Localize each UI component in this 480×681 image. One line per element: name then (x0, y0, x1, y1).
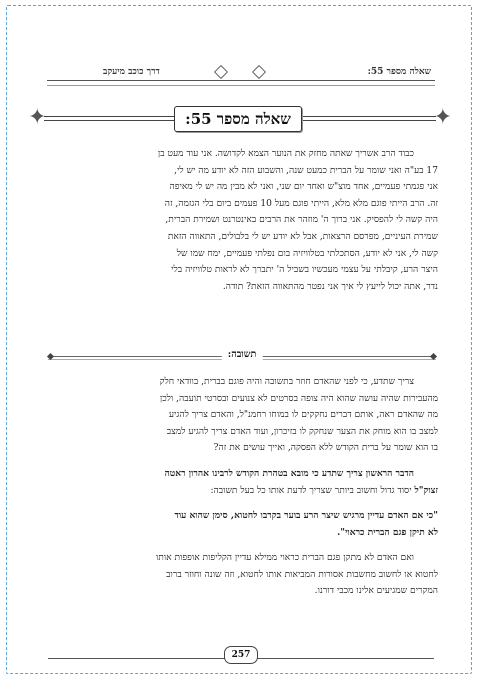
rabbi-title-bold: זצוק"ל (414, 484, 438, 496)
answer-paragraph-3 (48, 550, 438, 600)
answer-line (48, 483, 438, 500)
star-ornament-icon: ✦ (28, 105, 47, 130)
quote-line: לא תיקן פגם הברית כראוי". (337, 526, 438, 538)
question-line: נדר, אתה יכול לייעץ לי איך אני נפטר מהתאווה הזאת? תודה. (222, 281, 438, 292)
question-line: זה. הרב הייתי פוגם מלא מלא, הייתי פוגם מעל 10 פעמים ביום בלי הגזמה, זה (164, 198, 438, 209)
question-line: היה קשה לי להפסיק. אני ברוך ה' מוזהר את הרבים באינטרנט ושמירת הברית, (165, 215, 438, 226)
page-title: שאלה מספר 55: (174, 106, 302, 132)
answer-line: בו הוא שומר על ברית הקודש ללא הפסקה, ואייך עושים את זה? (213, 443, 438, 454)
question-line: שמירת העיניים, מפרסם הרצאות, אבל לא יודע יש לי בלבולים, התאווה הזאת (167, 231, 438, 242)
answer-heading-label: תשובה: (222, 348, 263, 362)
star-ornament-icon: ✦ (433, 105, 452, 130)
answer-line-bold: הדבר הראשון צריך שתדע כי מובא בטהרת הקודש לרבינו אהרון ראטה (164, 468, 414, 479)
running-header-book-title: דרך כוכב מיעקב (103, 67, 160, 77)
question-line: קשה לי, אני לא יודע, הסתכלתי בטלוויזיה בום נפלתי פעמיים, ימח שמו של (176, 248, 438, 259)
answer-line: המקרים שמגיעים אלינו מכבי דורנו. (314, 586, 438, 597)
answer-paragraph-2 (48, 466, 438, 499)
answer-line: מהעבירות שהיה עושה שהוא היה צופה בסרטים לא צנועים ובסרטי תועבה, ולכן (159, 393, 438, 404)
running-header (47, 66, 435, 80)
page-number: 257 (224, 646, 258, 664)
answer-paragraph-1 (48, 374, 438, 457)
answer-line: צריך שתדע, כי לפני שהאדם חוזר בתשובה והיה פוגם בברית, בוודאי חלק (159, 377, 414, 387)
question-line: 17 בע"ה ואני שומר על הברית כמעט שנה, והשבוע הזה לא יודע מה יש לי, (174, 165, 438, 176)
title-banner (28, 106, 452, 132)
answer-heading (48, 348, 436, 362)
question-line: היצר הרע, קיבלתי על עצמי מעכשיו בשביל ה' יתברך לא לראות טלוויזיה בלי (171, 265, 438, 276)
question-paragraph (48, 146, 438, 295)
running-header-chapter: שאלה מספר 55: (367, 67, 431, 77)
quotation (48, 508, 438, 541)
answer-line: ואם האדם לא מתקן פגם הברית כראוי ממילא עדיין הקליפות אופפות אותו (155, 553, 414, 563)
answer-line-rest: יסוד גדול וחשוב ביותר שצריך לדעת אותו כל בעל תשובה: (210, 485, 415, 496)
answer-line: מה שהאדם ראה, אותם דברים נחקקים לו במוחו רחמנ"ל, והאדם צריך להגיע (168, 410, 438, 421)
header-rule (47, 80, 435, 86)
answer-line: למצב בו הוא מוחק את הצער שנחקק לו בזיכרון, ועוד האדם צריך להגיע למצב (166, 426, 438, 437)
question-line: כבוד הרב אשריך שאתה מחזק את הנוער הצמא לקדושה. אני עוד מעט בן (157, 149, 414, 159)
answer-line: לחטוא או לחשוב מחשבות אסורות המביאות אותו לחטוא, וזה שונה וחוזר ברוב (166, 569, 438, 580)
question-line: אני פגמתי פעמיים, אחד מוצ"ש ואחד יום שני, ואני לא מבין מה יש לי מאיפה (169, 182, 438, 193)
quote-line: "כי אם האדם עדיין מרגיש שיצר הרע בוער בקרבו לחטוא, סימן שהוא עוד (174, 510, 438, 521)
